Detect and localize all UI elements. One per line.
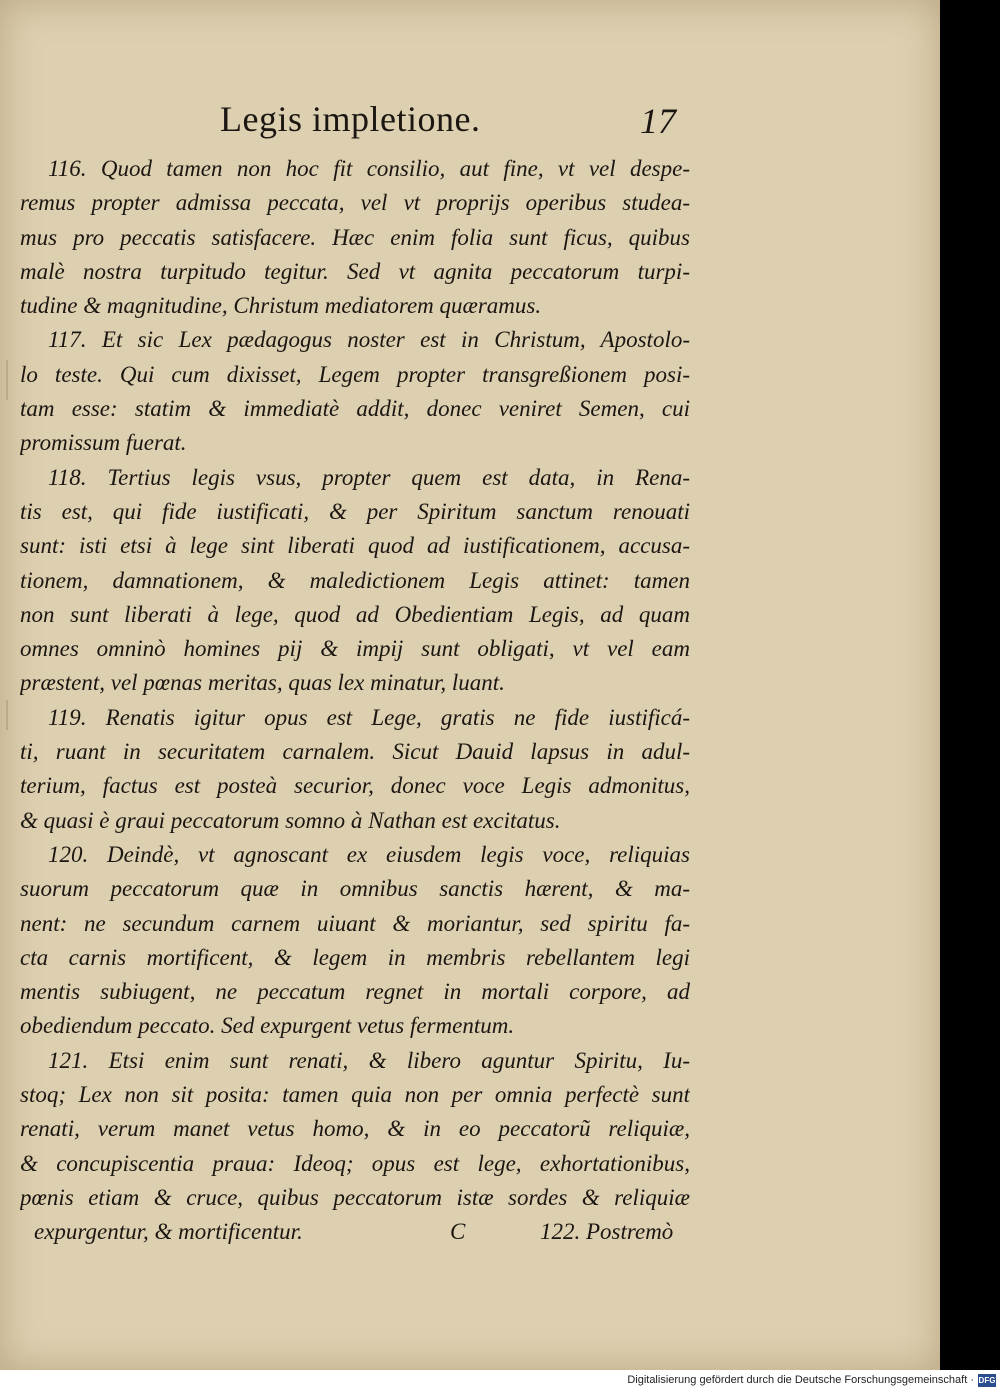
text-line: ti, ruant in securitatem carnalem. Sicut Dauid lapsus in adul- [20, 739, 690, 765]
text-line: 119. Renatis igitur opus est Lege, gratis ne fide iustificá- [48, 704, 690, 730]
last-line: expurgentur, & mortificentur. [34, 1219, 303, 1245]
text-line: mentis subiugent, ne peccatum regnet in mortali corpore, ad [20, 979, 690, 1005]
text-line: tudine & magnitudine, Christum mediatorem quæramus. [20, 293, 542, 319]
text-line: 121. Etsi enim sunt renati, & libero aguntur Spiritu, Iu- [48, 1047, 690, 1073]
text-line: tionem, damnationem, & maledictionem Legis attinet: tamen [20, 567, 690, 593]
text-line: omnes omninò homines pij & impij sunt obligati, vt vel eam [20, 636, 690, 662]
left-margin-mark [6, 700, 8, 730]
text-line: obediendum peccato. Sed expurgent vetus fermentum. [20, 1013, 515, 1039]
text-line: & quasi è graui peccatorum somno à Nathan est excitatus. [20, 807, 561, 833]
text-line: remus propter admissa peccata, vel vt proprijs operibus studea- [20, 190, 690, 216]
text-line: promissum fuerat. [20, 430, 187, 456]
text-line: præstent, vel pœnas meritas, quas lex minatur, luant. [20, 670, 505, 696]
page-number: 17 [640, 101, 676, 141]
footer-credit: Digitalisierung gefördert durch die Deutsche Forschungsgemeinschaft · [627, 1374, 974, 1386]
dfg-logo-icon: DFG [978, 1376, 996, 1385]
text-line: non sunt liberati à lege, quod ad Obedientiam Legis, ad quam [20, 601, 690, 627]
scan-background [940, 0, 1000, 1370]
text-line: malè nostra turpitudo tegitur. Sed vt agnita peccatorum turpi- [20, 258, 690, 284]
text-line: sunt: isti etsi à lege sint liberati quod ad iustificationem, accusa- [20, 533, 690, 559]
left-margin-mark [6, 360, 8, 400]
text-line: & concupiscentia praua: Ideoq; opus est lege, exhortationibus, [20, 1150, 690, 1176]
text-line: tis est, qui fide iustificati, & per Spiritum sanctum renouati [20, 498, 690, 524]
text-line: lo teste. Qui cum dixisset, Legem propter transgreßionem posi- [20, 361, 690, 387]
catchword: 122. Postremò [540, 1219, 674, 1245]
text-line: 117. Et sic Lex pædagogus noster est in Christum, Apostolo- [48, 327, 690, 353]
text-line: 116. Quod tamen non hoc fit consilio, aut fine, vt vel despe- [48, 156, 690, 181]
text-block [20, 152, 690, 1250]
text-line: tam esse: statim & immediatè addit, donec veniret Semen, cui [20, 396, 690, 422]
text-line: cta carnis mortificent, & legem in membris rebellantem legi [20, 944, 690, 970]
text-line: suorum peccatorum quæ in omnibus sanctis hærent, & ma- [20, 876, 690, 902]
text-line: renati, verum manet vetus homo, & in eo peccatorũ reliquiæ, [20, 1116, 690, 1142]
text-line: nent: ne secundum carnem uiuant & moriantur, sed spiritu fa- [20, 910, 690, 936]
text-line: 118. Tertius legis vsus, propter quem est data, in Rena- [48, 464, 690, 490]
signature-mark: C [450, 1219, 466, 1245]
running-head: Legis impletione. [220, 99, 481, 139]
last-line-row [20, 1215, 690, 1249]
text-line: stoq; Lex non sit posita: tamen quia non per omnia perfectè sunt [20, 1082, 690, 1108]
text-line: mus pro peccatis satisfacere. Hæc enim folia sunt ficus, quibus [20, 224, 690, 250]
footer-bar [0, 1370, 1000, 1393]
text-line: terium, factus est posteà securior, donec voce Legis admonitus, [20, 773, 690, 799]
text-line: 120. Deindè, vt agnoscant ex eiusdem legis voce, reliquias [48, 841, 690, 867]
text-line: pœnis etiam & cruce, quibus peccatorum istæ sordes & reliquiæ [20, 1184, 690, 1210]
